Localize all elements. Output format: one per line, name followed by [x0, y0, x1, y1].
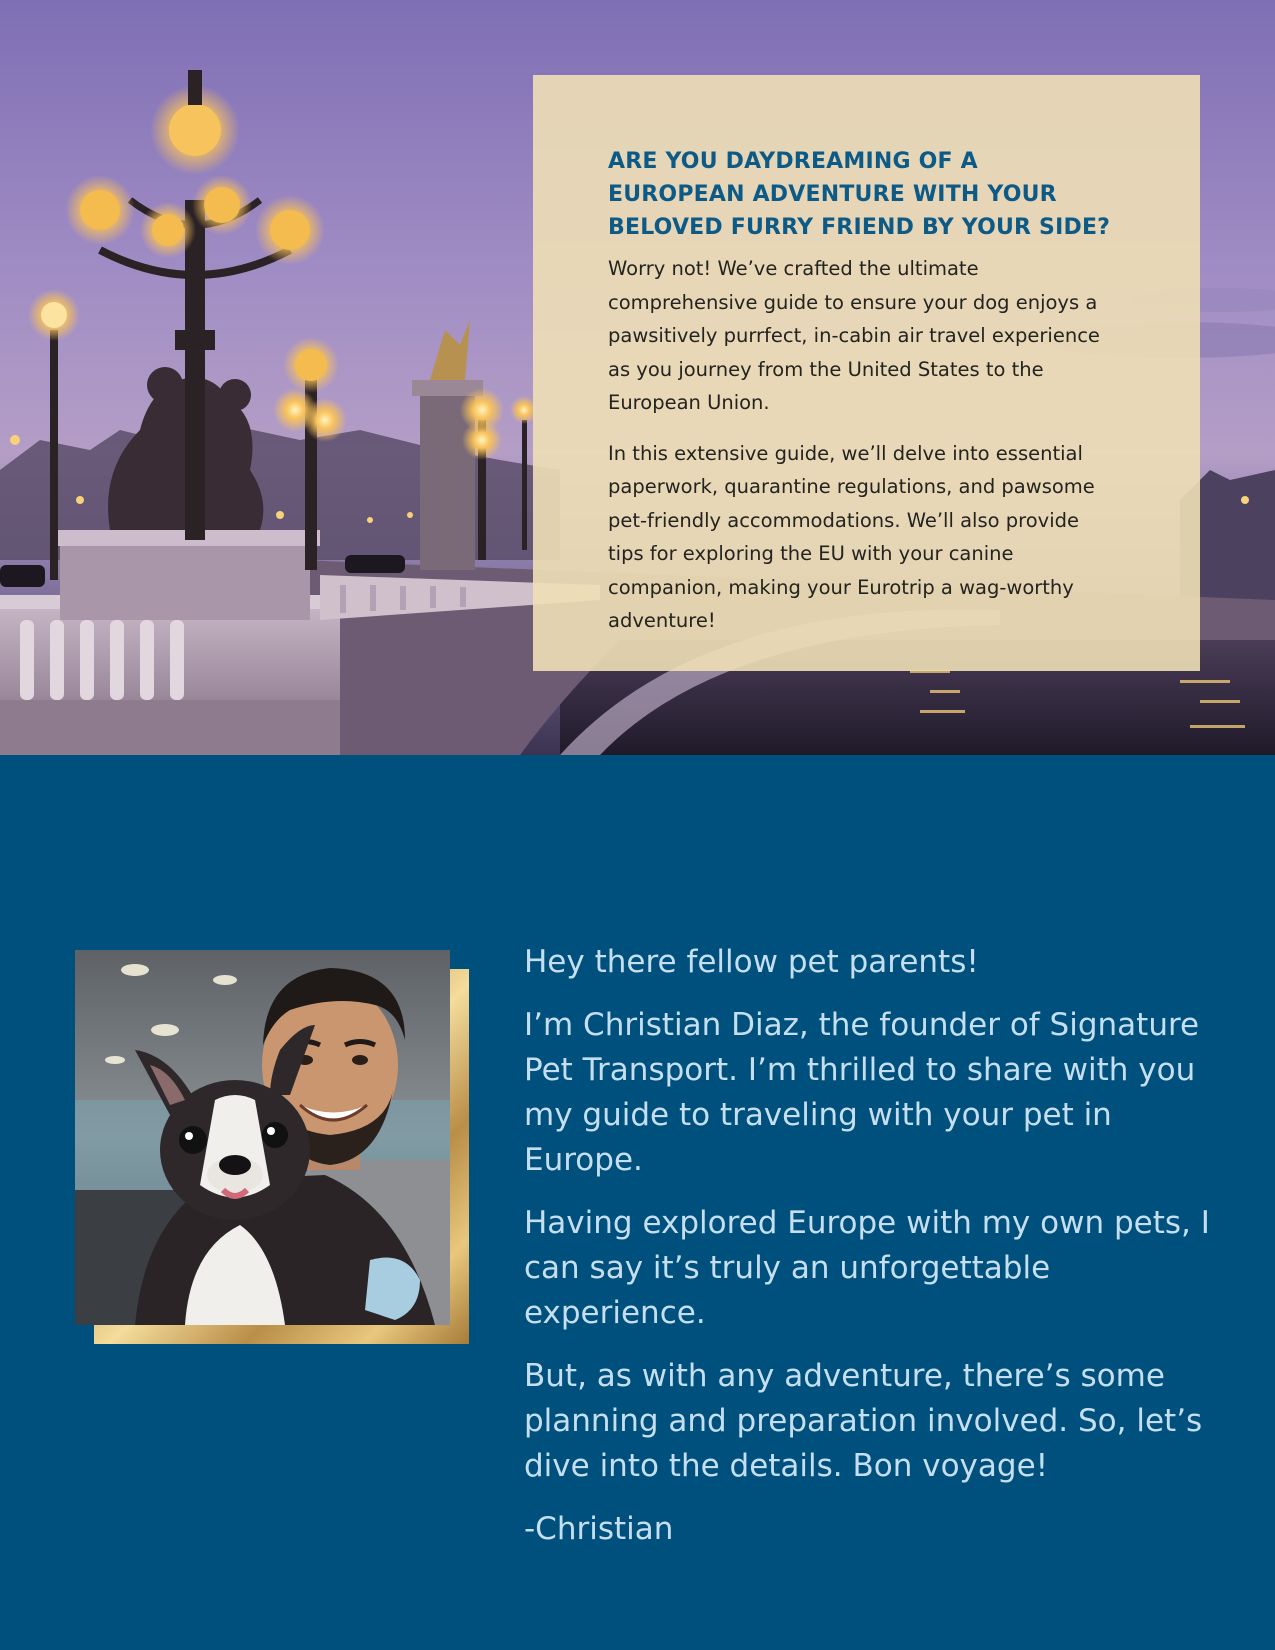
intro-card: [533, 75, 1200, 671]
intro-paragraph-2: In this extensive guide, we’ll delve into essential paperwork, quarantine regulations, and pawsome pet-friendly accommodations. We’ll also provide tips for exploring the EU with your canine companion, making your Eurotrip a wag-worthy adventure!: [608, 441, 1095, 632]
letter-greeting: Hey there fellow pet parents!: [524, 944, 979, 980]
letter-paragraph-2: Having explored Europe with my own pets, I can say it’s truly an unforgettable experience.: [524, 1205, 1210, 1331]
letter-signature: -Christian: [524, 1511, 674, 1547]
intro-heading: ARE YOU DAYDREAMING OF A EUROPEAN ADVENTURE WITH YOUR BELOVED FURRY FRIEND BY YOUR SIDE?: [608, 149, 1111, 240]
founder-letter: [524, 940, 1214, 1570]
author-with-dog-illustration: [75, 950, 450, 1325]
intro-paragraph-1: Worry not! We’ve crafted the ultimate comprehensive guide to ensure your dog enjoys a pawsitively purrfect, in-cabin air travel experience as you journey from the United States to the European Union.: [608, 257, 1100, 414]
author-photo: [75, 950, 450, 1325]
letter-paragraph-1: I’m Christian Diaz, the founder of Signature Pet Transport. I’m thrilled to share with you my guide to traveling with your pet in Europe.: [524, 1007, 1200, 1178]
author-photo-frame: [75, 950, 469, 1344]
letter-paragraph-3: But, as with any adventure, there’s some planning and preparation involved. So, let’s dive into the details. Bon voyage!: [524, 1358, 1203, 1484]
